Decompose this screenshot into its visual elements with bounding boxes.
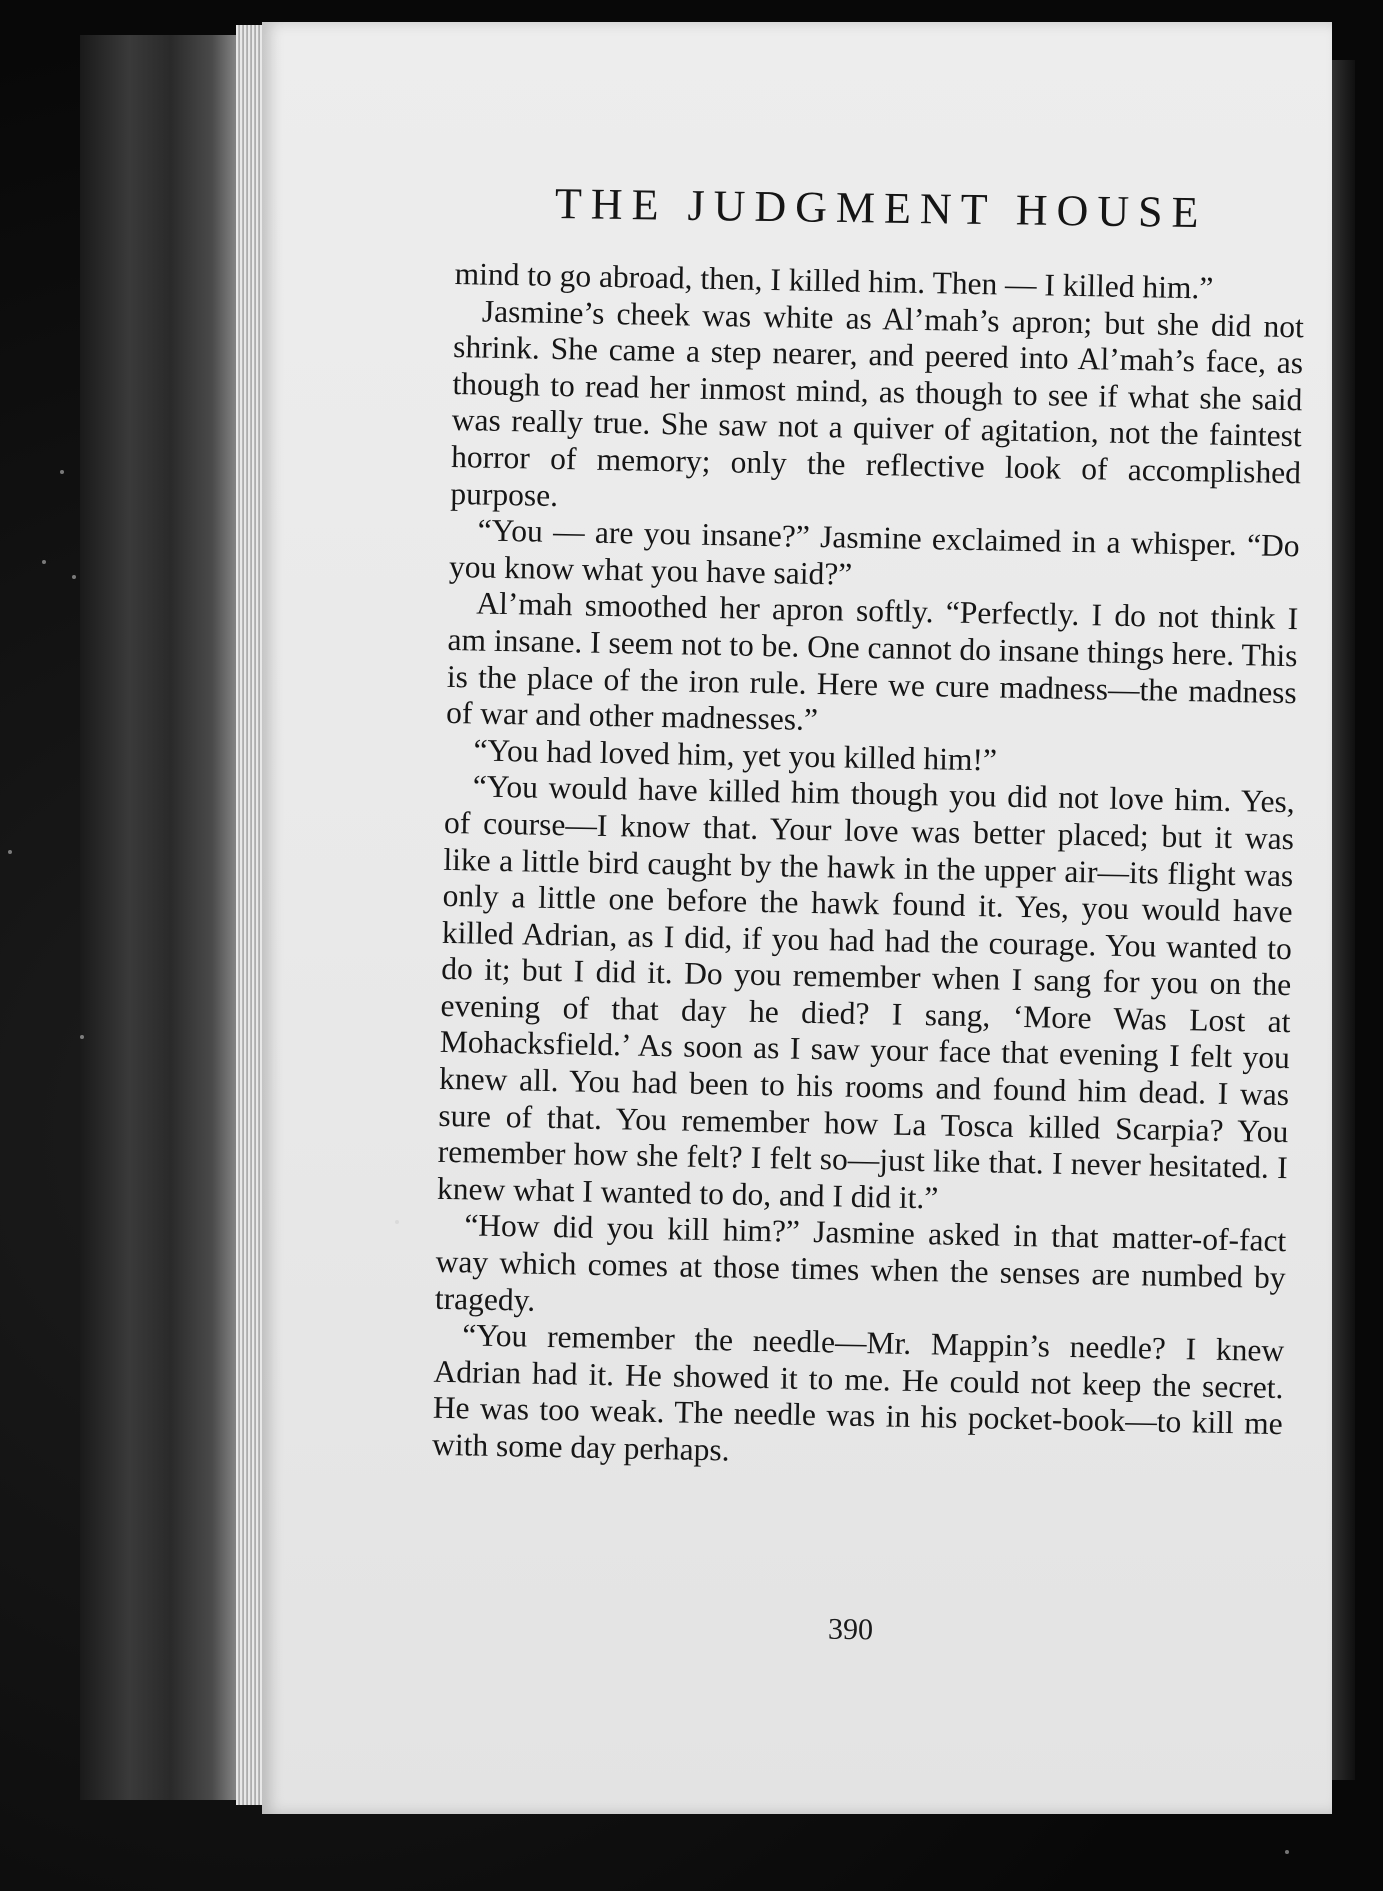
scan-speck [60,470,64,474]
paragraph: “You remember the needle—Mr. Mappin’s needle? I knew Adrian had it. He showed it to me. He could not keep the secret. He was too weak. The needle was in his pocket-book—to kill me with some day perhaps. [431,1317,1285,1468]
scan-speck [42,560,46,564]
paragraph: “You — are you insane?” Jasmine exclaimed in a whisper. “Do you know what you have said?” [448,512,1300,592]
paragraph: Jasmine’s cheek was white as Al’mah’s apron; but she did not shrink. She came a step nearer, and peered into Al’mah’s face, as though to read her inmost mind, as though to see if what she said was really true. She saw not a quiver of agitation, not the faintest horror of memory; only the reflective look of accomplished purpose. [450,293,1305,513]
scan-speck [1285,1850,1289,1854]
page-stack-edge [236,25,264,1805]
paragraph: mind to go abroad, then, I killed him. Then — I killed him.” [454,256,1214,306]
scan-speck [72,575,76,579]
paragraph: “How did you kill him?” Jasmine asked in that matter-of-fact way which comes at those times when the senses are numbed by tragedy. [434,1207,1287,1318]
paragraph: “You would have killed him though you did not love him. Yes, of course—I know that. Your love was better placed; but it was like a little bird caught by the hawk in the upper air—its flight was only a little one before the hawk found it. Yes, you would have killed Adrian, as I did, if you had had the courage. You wanted to do it; but I did it. Do you remember when I sang for you on the evening of that day he died? I sang, ‘More Was Lost at Mohacksfield.’ As soon as I saw your face that evening I felt you knew all. You had been to his rooms and found him dead. I was sure of that. You remember how La Tosca killed Scarpia? You remember how she felt? I felt so—just like that. I never hesitated. I knew what I wanted to do, and I did it.” [436,768,1296,1216]
running-head: THE JUDGMENT HOUSE [554,179,1208,238]
scan-speck [395,1220,399,1224]
paragraph: Al’mah smoothed her apron softly. “Perfectly. I do not think I am insane. I seem not to be. One cannot do insane things here. This is the place of the iron rule. Here we cure madness—the madness of war and other madnesses.” [445,585,1299,738]
scan-speck [8,850,12,854]
page-number: 390 [827,1612,874,1647]
paragraph: “You had loved him, yet you killed him!” [473,732,998,778]
body-text [432,256,1305,1480]
book-spine-edge [80,35,245,1800]
scan-speck [80,1035,84,1039]
